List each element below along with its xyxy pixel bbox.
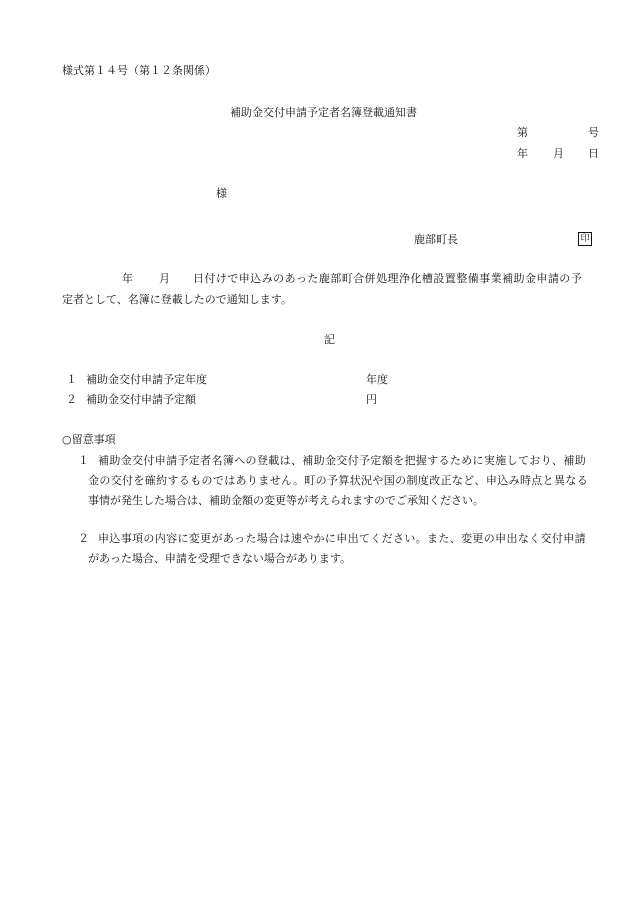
seal-mark: 印	[578, 232, 592, 246]
note-1-line-1: 補助金交付申請予定者名簿への登載は、補助金交付予定額を把握するために実施しており、補助	[98, 454, 587, 467]
item-unit-fiscal-year: 年度	[366, 373, 388, 386]
ki-heading: 記	[324, 333, 335, 346]
note-1-line-2: 金の交付を確約するものではありません。町の予算状況や国の制度改正など、申込み時点と異なる	[88, 474, 589, 487]
doc-number-suffix: 号	[588, 126, 599, 139]
item-number: ２	[66, 393, 77, 406]
date-month-label: 月	[553, 147, 564, 160]
note-1-line-3: 事情が発生した場合は、補助金額の変更等が考えられますのでご承知ください。	[88, 494, 484, 507]
item-label-amount: 補助金交付申請予定額	[86, 393, 196, 406]
item-unit-amount: 円	[366, 393, 377, 406]
item-label-fiscal-year: 補助金交付申請予定年度	[86, 373, 207, 386]
addressee-honorific: 様	[216, 187, 227, 200]
note-2-line-1: 申込事項の内容に変更があった場合は速やかに申出てください。また、変更の申出なく交付申請	[98, 532, 586, 545]
body-date-year: 年	[122, 272, 133, 285]
note-2-line-2: があった場合、申請を受理できない場合があります。	[88, 552, 352, 565]
body-date-month: 月	[159, 272, 170, 285]
date-day-label: 日	[588, 147, 599, 160]
body-line-2: 定者として、名簿に登載したので通知します。	[62, 293, 292, 306]
form-number: 様式第１４号（第１２条関係）	[62, 64, 216, 77]
item-number: １	[66, 373, 77, 386]
doc-number-prefix: 第	[517, 126, 528, 139]
note-number: ２	[78, 532, 89, 545]
document-title: 補助金交付申請予定者名簿登載通知書	[230, 106, 417, 119]
notes-heading: ○留意事項	[62, 433, 116, 446]
note-number: １	[78, 454, 89, 467]
date-year-label: 年	[517, 147, 528, 160]
body-line-1: 日付けで申込みのあった鹿部町合併処理浄化槽設置整備事業補助金申請の予	[193, 272, 583, 285]
sender-name: 鹿部町長	[414, 233, 458, 246]
